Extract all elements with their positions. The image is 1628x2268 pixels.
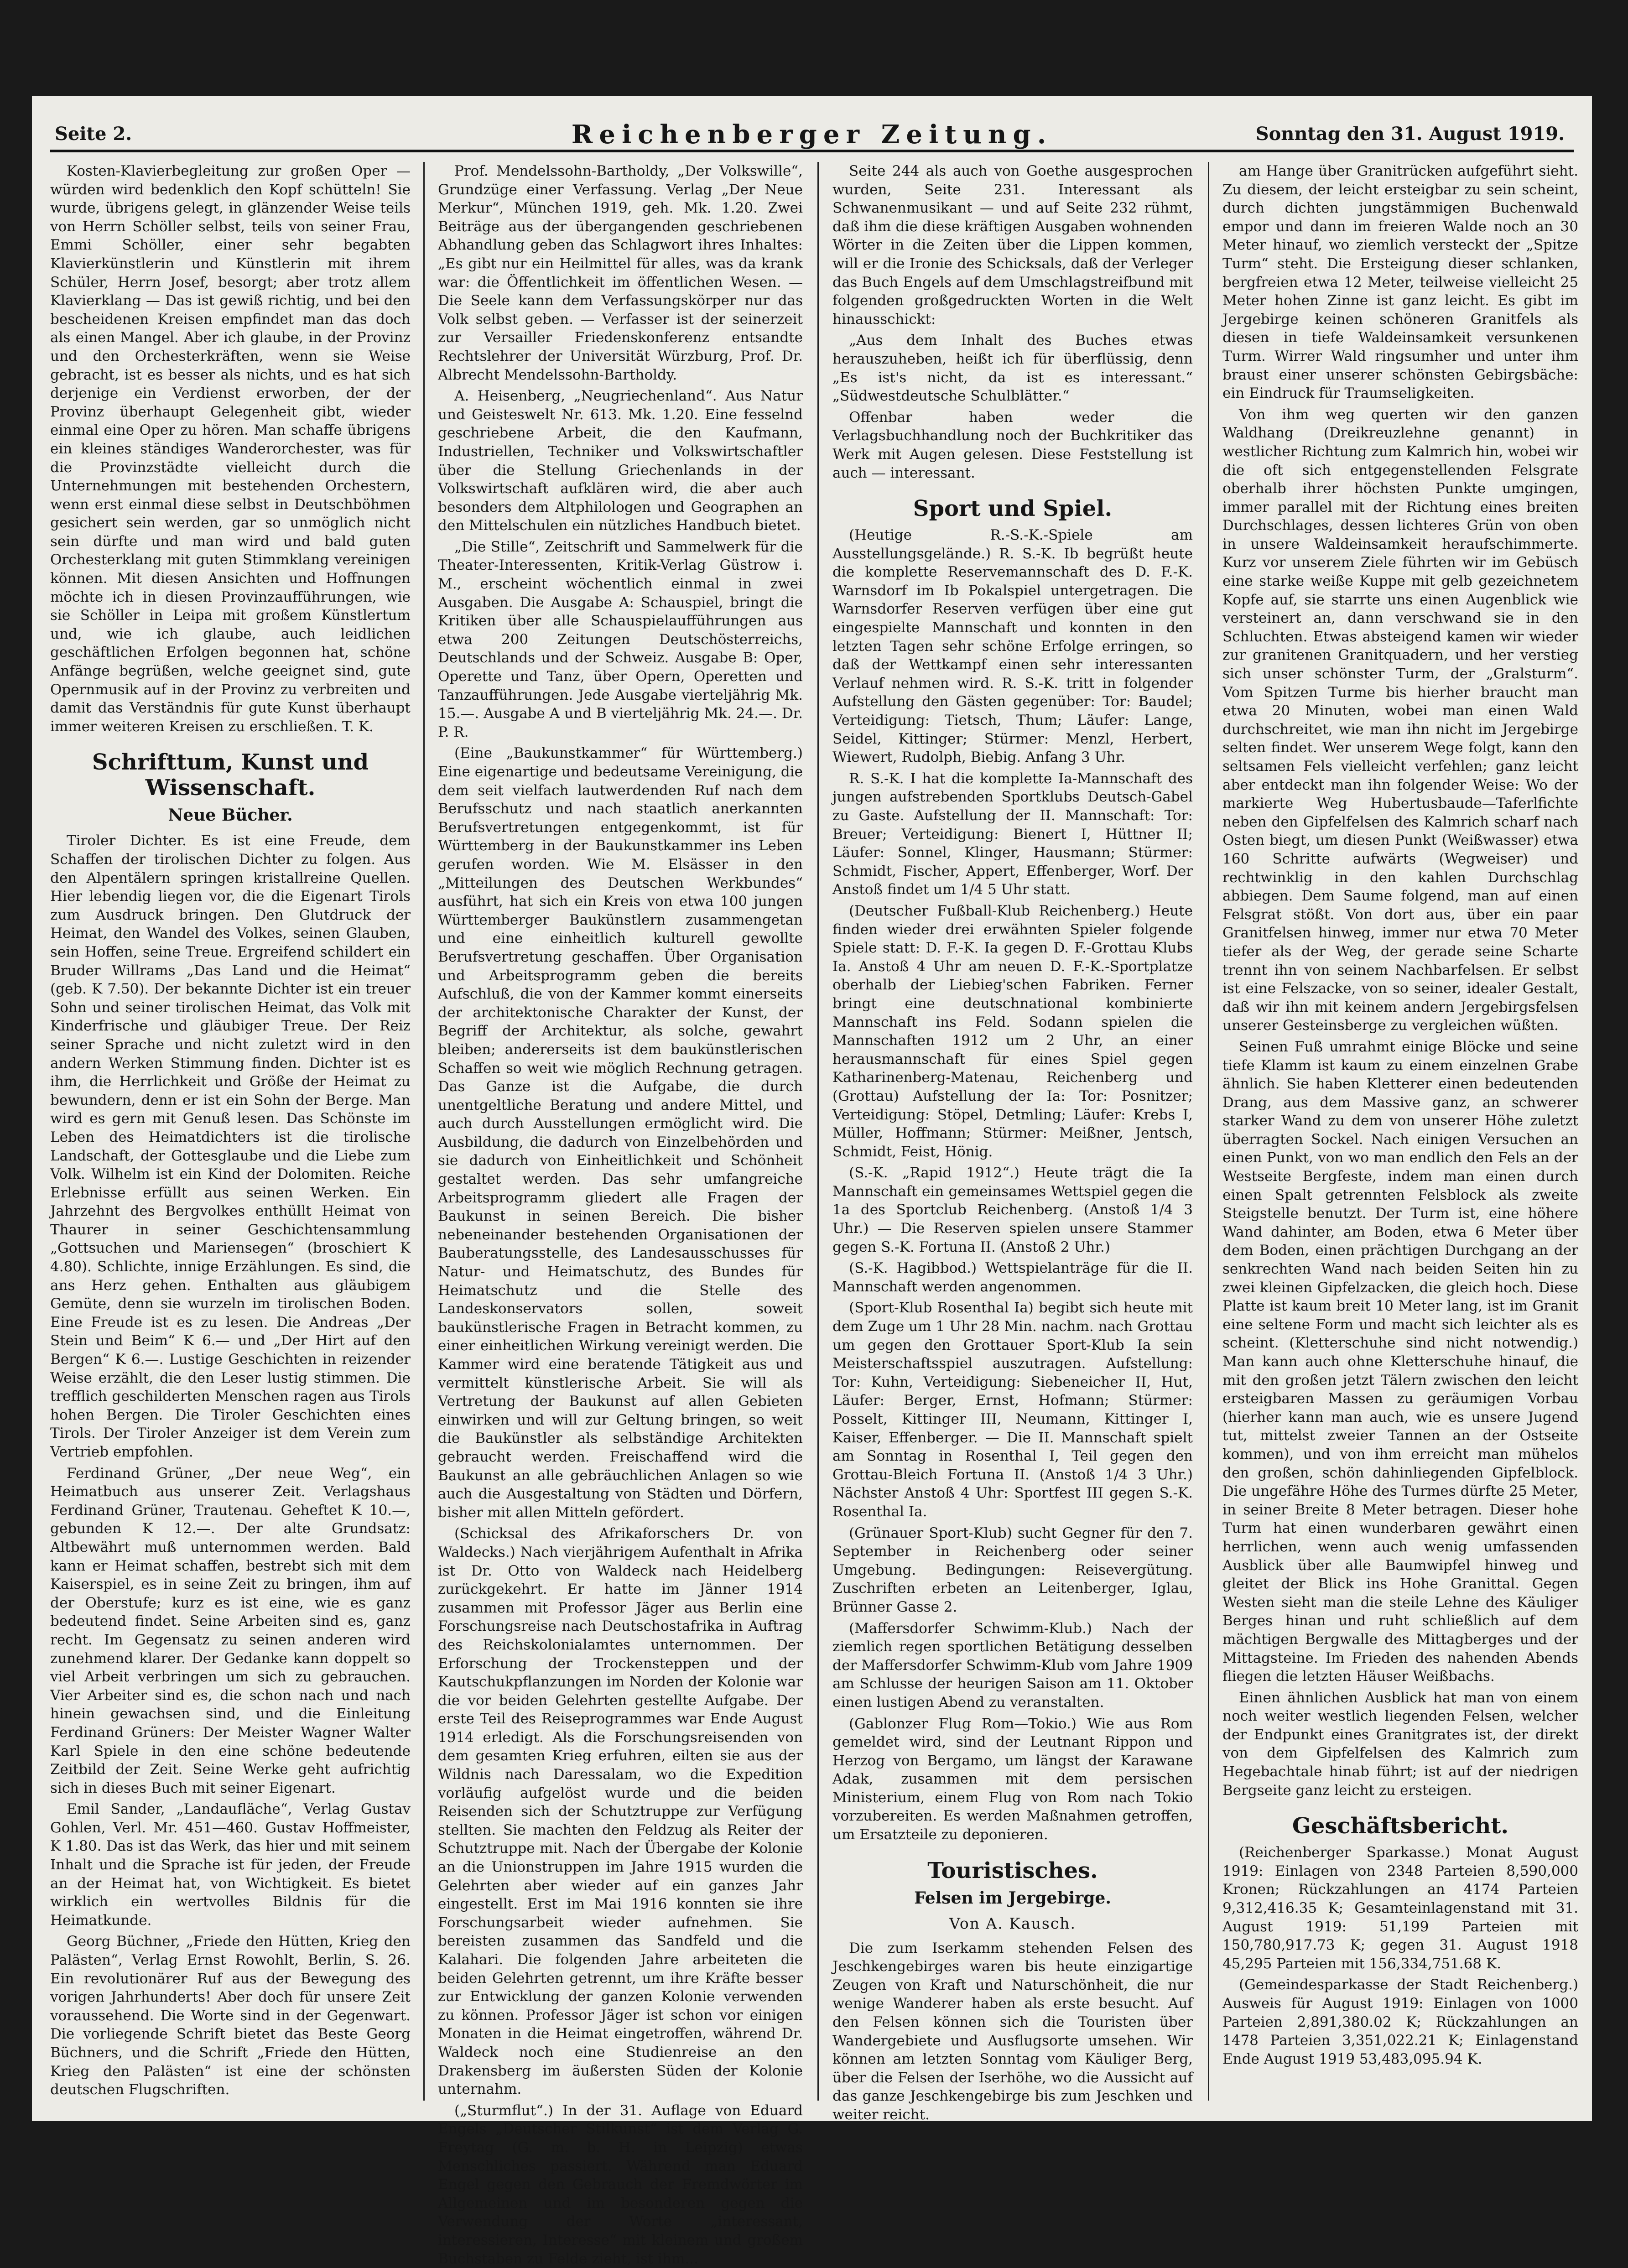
article-sturmflut: („Sturmflut“.) In der 31. Auflage von Eduard Engels „Deutscher Stilkunst“ ist dem Verlag G. Freytag (G. m. b. H. in Leipzig) etwas Menschliches passiert. Während man Eduard Engel gegen den Gebrauch der Fremdwörter im Allgemeinen und im besonderen gegen die Verwendung der Worte „interessant, interessieren, Interesse“ mit kleinem und großem Buchstaben zu Felde zieht, ist ihm... — [438, 2102, 803, 2267]
sport-item-flight: (Gablonzer Flug Rom—Tokio.) Wie aus Rom gemeldet wird, sind der Leutnant Rippon und Herzog von Bergamo, um längst der Karawane Adak, zusammen mit dem persischen Ministerium, einem Flug von Rom nach Tokio vorzubereiten. Es werden Maßnahmen getroffen, um Ersatzteile zu deponieren. — [832, 1715, 1193, 1843]
column-2 — [438, 162, 803, 2267]
section-heading-touristic: Touristisches. — [927, 1857, 1098, 1883]
page-number: Seite 2. — [55, 123, 132, 145]
article-engel-continued: Seite 244 als auch von Goethe ausgesprochen wurden, Seite 231. Interessant als Schwanenmusikant — und auf Seite 232 rühmt, daß ihm die diese kräftigen Ausgaben wohnenden Wörter in die Zeiten über die Lippen kommen, will er die Ironie des Schicksals, daß der Verleger das Buch Engels auf dem Umschlagstreifbund mit folgenden großgedruckten Worten in die Welt hinausschickt: — [832, 163, 1193, 328]
column-divider — [817, 162, 819, 2101]
book-review-heisenberg: A. Heisenberg, „Neugriechenland“. Aus Natur und Geisteswelt Nr. 613. Mk. 1.20. Eine fesselnd geschriebene Arbeit, die den Kaufmann, Industriellen, Techniker und Volkswirtschaftler über die Stellung Griechenlands in der Volkswirtschaft aufklären wird, die aber auch besonders dem Altphilologen und Geographen an den Mittelschulen ein nützliches Handbuch bietet. — [438, 388, 803, 534]
subheading-new-books: Neue Bücher. — [168, 806, 293, 825]
header-rule — [50, 150, 1574, 152]
sport-item-rapid: (S.-K. „Rapid 1912“.) Heute trägt die Ia Mannschaft ein gemeinsames Wettspiel gegen die 1a des Sportclub Reichenberg. (Anstoß 1/4 3 Uhr.) — Die Reserven spielen unsere Stammer gegen S.-K. Fortuna II. (Anstoß 2 Uhr.) — [832, 1165, 1193, 1255]
article-opera-review: Kosten-Klavierbegleitung zur großen Oper — würden wird bedenklich den Kopf schütteln! Sie wurde, übrigens gelegt, in glänzender Weise teils von Herrn Schöller selbst, teils von seiner Frau, Emmi Schöller, einer sehr begabten Klavierkünstlerin und Künstlerin mit ihrem Schüler, Herrn Josef, besorgt; aber trotz allem Klavierklang — Das ist gewiß richtig, und bei den bescheidenen Kreisen empfindet man das doch als einen Mangel. Aber ich glaube, in der Provinz und den Orchesterkräften, wenn sie Weise gebracht, ist es besser als nichts, und es hat sich derjenige ein Verdienst erworben, der der Provinz überhaupt Gelegenheit gibt, wieder einmal eine Oper zu hören. Man schaffe übrigens ein kleines ständiges Wanderorchester, was für die Provinzstädte vielleicht durch die Unternehmungen mit bestehenden Orchestern, wenn erst einmal diese selbst in Deutschböhmen gesichert sein werden, gar so unmöglich nicht sein dürfte und man wird und bald guten Orchesterklang mit guten Stimmklang vereinigen können. Mit diesen Ansichten und Hoffnungen möchte ich in diesen Provinzaufführungen, wie sie Schöller in Leipa mit großem Künstlertum und, wie ich glaube, auch leidlichen geschäftlichen Erfolgen begonnen hat, schöne Anfänge begrüßen, welche geeignet sind, gute Opernmusik auf in der Provinz zu verbreiten und damit das Verständnis für gute Kunst überhaupt immer weiteren Kreisen zu erschließen. T. K. — [50, 163, 411, 735]
article-rocks-climb: Seinen Fuß umrahmt einige Blöcke und seine tiefe Klamm ist kaum zu einem einzelnen Grabe ähnlich. Sie haben Kletterer einen bedeutenden Drang, aus dem Massive ganz, an schwerer starker Wand zu dem von unserer Höhe zuletzt überragten Sockel. Nach einigen Versuchen an einen Punkt, von wo man endlich den Fels an der Westseite Bergfeste, indem man einen durch einen Spalt getrennten Felsblock als zweite Steigstelle benutzt. Der Turm ist, eine höhere Wand dahinter, am Boden, etwa 6 Meter über dem Boden, einen prächtigen Durchgang an der senkrechten Wand nach beiden Seiten hin zu zwei kleinen Gipfelzacken, die gleich hoch. Diese Platte ist kaum breit 10 Meter lang, ist im Granit eine seltene Form und macht sich leichter als es scheint. (Kletterschuhe sind nicht notwendig.) Man kann auch ohne Kletterschuhe hinauf, die mit den großen jetzt Tälern zwischen den leicht ersteigbaren Massen zu geräumigen Vorbau (hierher kann man auch, wie es unsere Jugend tut, mittelst zweier Tannen an der Ostseite kommen), und von ihm erreicht man mühelos den großen, schön dahinliegenden Gipfelblock. Die ungefähre Höhe des Turmes dürfte 25 Meter, in seiner Breite 8 Meter betragen. Dieser hohe Turm hat einen wunderbaren gewährt einen herrlichen, wenn auch wenig umfassenden Ausblick über alle Baumwipfel hinweg und gleitet der Blick ins Hohe Granittal. Gegen Westen sieht man die steile Lehne des Käuliger Berges hinan und ruht schließlich auf dem mächtigen Bergwalle des Mittagberges und der Mittagsteine. Im Frieden des nahenden Abends fliegen die letzten Häuser Weißbachs. — [1222, 1038, 1578, 1685]
column-3 — [832, 162, 1193, 2123]
book-review-sander: Emil Sander, „Landaufläche“, Verlag Gustav Gohlen, Verl. Mr. 451—460. Gustav Hoffmeister, K 1.80. Das ist das Werk, das hier und mit seinem Inhalt und die Sprache ist für jeden, der Freude an der Heimat hat, von Wichtigkeit. Es bietet wirklich ein wertvolles Bildnis für die Heimatkunde. — [50, 1801, 411, 1929]
article-rocks-start: Die zum Iserkamm stehenden Felsen des Jeschkengebirges waren bis heute einzigartige Zeugen von Kraft und Naturschönheit, die nur wenige Wanderer haben als erste besucht. Auf den Felsen können sich die Touristen über Wandergebiete und Ausflugsorte umsehen. Wir können am letzten Sonntag vom Käuliger Berg, über die Felsen der Iserhöhe, wo die Aussicht auf das ganze Jeschkengebirge bis zum Jeschken und weiter reicht. — [832, 1940, 1193, 2123]
sport-item-rosenthal: (Sport-Klub Rosenthal Ia) begibt sich heute mit dem Zuge um 1 Uhr 28 Min. nachm. nach Grottau um gegen den Grottauer Sport-Klub Ia sein Meisterschaftsspiel auszutragen. Aufstellung: Tor: Kuhn, Verteidigung: Siebeneicher II, Hut, Läufer: Berger, Ernst, Hofmann; Stürmer: Posselt, Kittinger III, Neumann, Kittinger I, Kaiser, Effenberger. — Die II. Mannschaft spielt am Sonntag in Rosenthal I, Teil gegen den Grottau-Bleich Fortuna II. (Anstoß 1/4 3 Uhr.) Nächster Anstoß 4 Uhr: Sportfest III gegen S.-K. Rosenthal Ia. — [832, 1300, 1193, 1520]
sport-item-maffersdorf: (Maffersdorfer Schwimm-Klub.) Nach der ziemlich regen sportlichen Betätigung desselben der Maffersdorfer Schwimm-Klub vom Jahre 1909 am Schlusse der heurigen Saison am 11. Oktober einen lustigen Abend zu veranstalten. — [832, 1620, 1193, 1711]
section-heading-sport: Sport und Spiel. — [913, 496, 1113, 522]
review-die-stille: „Die Stille“, Zeitschrift und Sammelwerk für die Theater-Interessenten, Kritik-Verlag Güstrow i. M., erscheint wöchentlich einmal in zwei Ausgaben. Die Ausgabe A: Schauspiel, bringt die Kritiken über alle Schauspielaufführungen aus etwa 200 Zeitungen Deutschösterreichs, Deutschlands und der Schweiz. Ausgabe B: Oper, Operette und Tanz, über Opern, Operetten und Tanzaufführungen. Jede Ausgabe vierteljährig Mk. 15.—. Ausgabe A und B vierteljährig Mk. 24.—. Dr. P. R. — [438, 538, 803, 740]
column-divider — [1208, 162, 1209, 2101]
book-review-tyrol: Tiroler Dichter. Es ist eine Freude, dem Schaffen der tirolischen Dichter zu folgen. Aus den Alpentälern springen kristallreine Quellen. Hier lebendig liegen vor, die die Eigenart Tirols zum Ausdruck bringen. Den Glutdruck der Heimat, den Wandel des Volkes, seinen Glauben, sein Hoffen, seine Treue. Ergreifend schildert ein Bruder Willrams „Das Land und die Heimat“ (geb. K 7.50). Der bekannte Dichter ist ein treuer Sohn und seiner tirolischen Heimat, das Volk mit Kinderfrische und gläubiger Treue. Der Reiz seiner Sprache und nicht zuletzt wird in den andern Werken Stimmung finden. Dichter ist es ihm, die Herrlichkeit und Größe der Heimat zu bewundern, denn er ist ein Sohn der Berge. Man wird es gern mit Genuß lesen. Das Schönste im Leben des Heimatdichters ist die tirolische Landschaft, der Gottesglaube und die Liebe zum Volk. Wilhelm ist ein Kind der Dolomiten. Reiche Erlebnisse erfüllt aus seinen Werken. Ein Jahrzehnt des Bergvolkes enthüllt Heimat von Thaurer in seiner Geschichtensammlung „Gottsuchen und Mariensegen“ (broschiert K 4.80). Schlichte, innige Erzählungen. Es sind, die ans Herz gehen. Enthalten aus gläubigem Gemüte, denn sie wurzeln im tirolischen Boden. Eine Freude ist es zu lesen. Die Andreas „Der Stein und Beim“ K 6.— und „Der Hirt auf den Bergen“ K 6.—. Lustige Geschichten in reizender Weise erzählt, die den Leser lustig stimmen. Die trefflich geschilderten Menschen ragen aus Tirols hohen Bergen. Die Tiroler Geschichten eines Tirols. Der Tiroler Anzeiger ist dem Verein zum Vertrieb empfohlen. — [50, 832, 411, 1460]
column-1 — [50, 162, 411, 2101]
sport-item-gruenau: (Grünauer Sport-Klub) sucht Gegner für den 7. September in Reichenberg oder seiner Umgebung. Bedingungen: Reisevergütung. Zuschriften erbeten an Leitenberger, Iglau, Brünner Gasse 2. — [832, 1524, 1193, 1615]
issue-date: Sonntag den 31. August 1919. — [1255, 123, 1565, 145]
business-item-sparkasse: (Reichenberger Sparkasse.) Monat August 1919: Einlagen von 2348 Parteien 8,590,000 Kronen; Rückzahlungen an 4174 Parteien 9,312,416.35 K; Gesamteinlagenstand mit 31. August 1919: 51,199 Parteien mit 150,780,917.73 K; gegen 31. August 1918 45,295 Parteien mit 156,334,751.68 K. — [1222, 1844, 1578, 1972]
newspaper-page — [32, 96, 1592, 2267]
article-africa-explorer: (Schicksal des Afrikaforschers Dr. von Waldecks.) Nach vierjährigem Aufenthalt in Afrika ist Dr. Otto von Waldeck nach Heidelberg zurückgekehrt. Er hatte im Jänner 1914 zusammen mit Professor Jäger aus Berlin eine Forschungsreise nach Deutschostafrika in Auftrag des Reichskolonialamtes unternommen. Der Erforschung der Trockensteppen und der Kautschukpflanzungen im Norden der Kolonie war die vor beiden Gelehrten gestellte Aufgabe. Der erste Teil des Reiseprogrammes war Ende August 1914 erledigt. Als die Forschungsreisenden von dem gesamten Krieg erfuhren, eilten sie aus der Wildnis nach Daressalam, wo die Expedition vorläufig aufgelöst wurde und die beiden Reisenden sich der Schutztruppe zur Verfügung stellten. Sie machten den Feldzug als Reiter der Schutztruppe mit. Nach der Übergabe der Kolonie an die Unionstruppen im Jahre 1915 wurden die Gelehrten aber wieder auf ein ganzes Jahr eingestellt. Erst im Mai 1916 konnten sie ihre Forschungsarbeit wieder aufnehmen. Sie bereisten zusammen das Sandfeld und die Kalahari. Die folgenden Jahre arbeiteten die beiden Gelehrten getrennt, um ihre Kräfte besser zur Entwicklung der ganzen Kolonie verwenden zu können. Professor Jäger ist schon vor einigen Monaten in die Heimat eingetroffen, während Dr. Waldeck noch eine Studienreise an den Drakensberg im äußersten Süden der Kolonie unternahm. — [438, 1525, 803, 2098]
sport-item-rsk-2: R. S.-K. I hat die komplette Ia-Mannschaft des jungen aufstrebenden Sportklubs Deutsch-Gabel zu Gaste. Aufstellung der II. Mannschaft: Tor: Breuer; Verteidigung: Bienert I, Hüttner II; Läufer: Sonnel, Klinger, Hausmann; Stürmer: Schmidt, Fischer, Appert, Effenberger, Worf. Der Anstoß findet um 1/4 5 Uhr statt. — [832, 770, 1193, 898]
article-engel-end: Offenbar haben weder die Verlagsbuchhandlung noch der Buchkritiker das Werk mit Augen gelesen. Diese Feststellung ist auch — interessant. — [832, 409, 1193, 481]
book-review-gruener: Ferdinand Grüner, „Der neue Weg“, ein Heimatbuch aus unserer Zeit. Verlagshaus Ferdinand Grüner, Trautenau. Geheftet K 10.—, gebunden K 12.—. Der alte Grundsatz: Altbewährt muß unternommen werden. Bald kann er Heimat schaffen, bestrebt sich mit dem Kaiserspiel, es in seine Zeit zu bringen, ihm auf der Oberstufe; kurz es ist eine, wie es ganz bedeutend findet. Seine Arbeiten sind es, ganz recht. Im Gegensatz zu seinen anderen wird zunehmend klarer. Der Gedanke kann doppelt so viel Arbeit verbringen um sich zu gebrauchen. Vier Arbeiter sind es, die schon nach und nach hinein gewachsen sind, und die Einleitung Ferdinand Grüners: Der Meister Wagner Walter Karl Spiele in den eine schöne bedeutende Zeitbild der Zeit. Seine Werke geht aufrichtig sich in dieses Buch mit seiner Eigenart. — [50, 1465, 411, 1796]
sport-item-hagibbod: (S.-K. Hagibbod.) Wettspielanträge für die II. Mannschaft werden angenommen. — [832, 1260, 1193, 1295]
quote-block: „Aus dem Inhalt des Buches etwas herauszuheben, heißt ich für überflüssig, denn „Es ist's nicht, da ist es interessant.“ „Südwestdeutsche Schulblätter.“ — [832, 332, 1193, 405]
book-review-mendelssohn: Prof. Mendelssohn-Bartholdy, „Der Volkswille“, Grundzüge einer Verfassung. Verlag „Der Neue Merkur“, München 1919, geh. Mk. 1.20. Zwei Beiträge aus der übergangenden geschriebenen Abhandlung geben das Schlagwort ihres Inhaltes: „Es gibt nur ein Heilmittel für alles, was da krank war: die Öffentlichkeit im öffentlichen Wesen. — Die Seele kann dem Verfassungskörper nur das Volk selbst geben. — Verfasser ist der seinerzeit zur Versailler Friedenskonferenz entsandte Rechtslehrer der Universität Würzburg, Prof. Dr. Albrecht Mendelssohn-Bartholdy. — [438, 163, 803, 383]
book-review-buechner: Georg Büchner, „Friede den Hütten, Krieg den Palästen“, Verlag Ernst Rowohlt, Berlin, S. 26. Ein revolutionärer Ruf aus der Bewegung des vorigen Jahrhunderts! Aber doch für unsere Zeit voraussehend. Die Worte sind in der Gegenwart. Die vorliegende Schrift bietet das Beste Georg Büchners, und die Schrift „Friede den Hütten, Krieg den Palästen“ ist eine der schönsten deutschen Flugschriften. — [50, 1933, 411, 2098]
article-baukunstkammer: (Eine „Baukunstkammer“ für Württemberg.) Eine eigenartige und bedeutsame Vereinigung, die dem seit vielfach lautwerdenden Ruf nach dem Berufsschutz und nach staatlich anerkannten Berufsvertretungen entgegenkommt, ist für Württemberg in der Baukunstkammer ins Leben gerufen worden. Wie M. Elsässer in den „Mitteilungen des Deutschen Werkbundes“ ausführt, hat sich ein Kreis von etwa 100 jungen Württemberger Baukünstlern zusammengetan und eine einheitlich kulturell gewollte Berufsvertretung geschaffen. Über Organisation und Arbeitsprogramm geben die bereits Aufschluß, die von der Kammer kommt einerseits der architektonische Charakter der Kunst, der Begriff der Architektur, als solche, gewahrt bleiben; andererseits ist dem baukünstlerischen Schaffen so weit wie möglich Rechnung getragen. Das Ganze ist die Aufgabe, die durch unentgeltliche Beratung und andere Mittel, und auch durch Ausstellungen ermöglicht wird. Die Ausbildung, die dadurch von Einzelbehörden und sie dadurch von Einheitlichkeit und Schönheit gestaltet werden. Das sehr umfangreiche Arbeitsprogramm gliedert alle Fragen der Baukunst in seinen Bereich. Die bisher nebeneinander bestehenden Organisationen der Bauberatungsstelle, des Landesausschusses für Natur- und Heimatschutz, des Bundes für Heimatschutz und die Stelle des Landeskonservators sollen, soweit baukünstlerische Fragen in Betracht kommen, zu einer einheitlichen Wirkung vereinigt werden. Die Kammer wird eine beratende Tätigkeit aus und vermittelt künstlerische Arbeit. Sie will als Vertretung der Baukunst auf allen Gebieten einwirken und will zur Geltung bringen, so weit die Baukünstler als selbständige Architekten gebraucht werden. Freischaffend wird die Baukunst an alle gebräuchlichen Anlagen so wie auch die Ausgestaltung von Städten und Dörfern, bisher mit allen Mitteln gefördert. — [438, 745, 803, 1521]
subheading-rocks: Felsen im Jergebirge. — [914, 1888, 1111, 1908]
column-4 — [1222, 162, 1578, 2101]
masthead — [32, 114, 1592, 155]
article-rocks-end: Einen ähnlichen Ausblick hat man von einem noch weiter westlich liegenden Felsen, welcher der Endpunkt eines Granitgrates ist, der direkt von dem Gipfelfelsen des Kalmrich zum Hegebachtale hinab führt; ist auf der niedrigen Bergseite ganz leicht zu ersteigen. — [1222, 1689, 1578, 1799]
article-rocks-continued: am Hange über Granitrücken aufgeführt sieht. Zu diesem, der leicht ersteigbar zu sein scheint, durch dichten jungstämmigen Buchenwald empor und dann im freieren Walde noch an 30 Meter hinauf, wo ziemlich versteckt der „Spitze Turm“ steht. Die Ersteigung dieser schlanken, bergfreien etwa 12 Meter, teilweise vielleicht 25 Meter hohen Zinne ist ganz leicht. Es gibt im Jergebirge keinen schöneren Granitfels als diesen in tiefe Waldeinsamkeit versunkenen Turm. Wirrer Wald ringsumher und unter ihm braust einer unserer schönsten Gebirgsbäche: ein Eindruck für Traumseligkeiten. — [1222, 163, 1578, 402]
newspaper-title: Reichenberger Zeitung. — [571, 120, 1053, 150]
section-heading-literature: Schrifttum, Kunst und Wissenschaft. — [92, 749, 369, 801]
column-divider — [423, 162, 425, 2101]
section-heading-business: Geschäftsbericht. — [1292, 1813, 1509, 1839]
sport-item-dfk: (Deutscher Fußball-Klub Reichenberg.) Heute finden wieder drei erwähnten Spieler folgende Spiele statt: D. F.-K. Ia gegen D. F.-Grottau Klubs Ia. Anstoß 4 Uhr am neuen D. F.-K.-Sportplatze oberhalb der Liebieg'schen Fabriken. Ferner bringt eine deutschnational kombinierte Mannschaft ins Feld. Sodann spielen die Mannschaften 1912 um 2 Uhr, an einer herausmannschaft für eines Spiel gegen Katharinenberg-Matenau, Reichenberg und (Grottau) Aufstellung der Ia: Tor: Posnitzer; Verteidigung: Stöpel, Detmling; Läufer: Krebs I, Müller, Hoffmann; Stürmer: Meißner, Jentsch, Schmidt, Feist, Hönig. — [832, 902, 1193, 1160]
byline: Von A. Kausch. — [949, 1914, 1076, 1932]
article-rocks-kalmrich: Von ihm weg querten wir den ganzen Waldhang (Dreikreuzlehne genannt) in westlicher Richtung zum Kalmrich hin, wobei wir die oft sich entgegenstellenden Felsgrate oberhalb ihrer höchsten Punkte umgingen, immer parallel mit der Richtung eines breiten Durchschlages, dessen lichteres Grün von oben in unsere Waldeinsamkeit heraufschimmerte. Kurz vor unserem Ziele führten wir im Gebüsch eine starke weiße Kuppe mit gelb gezeichnetem Kopfe auf, sie starrte uns einen Augenblick wie versteinert an, dann verschwand sie in den Schluchten. Etwas absteigend kamen wir wieder zur granitenen Granitquadern, und her verstieg sich unser schönster Turm, der „Gralsturm“. Vom Spitzen Turme bis hierher braucht man etwa 20 Minuten, wobei man einen Wald durchschreitet, wie man ihn nicht im Jergebirge selten findet. Wer unserem Wege folgt, kann den seltsamen Fels vielleicht verfehlen; ganz leicht aber entdeckt man ihn folgender Weise: Wo der markierte Weg Hubertusbaude—Taferlfichte neben den Gipfelfelsen des Kalmrich scharf nach Osten biegt, um diesen Punkt (Weißwasser) etwa 160 Schritte aufwärts (Wegweiser) und rechtwinklig in den kahlen Durchschlag abbiegen. Dem Saume folgend, man auf einen Felsgrat stößt. Von dort aus, über ein paar Granitfelsen hinweg, immer nur etwa 70 Meter tiefer als der Weg, der gerade seine Scharte trennt ihn von seinem Nachbarfelsen. Er selbst ist eine Felszacke, von so seiner, idealer Gestalt, daß wir ihn mit keinem andern Jergebirgsfelsen unserer Gesteinsberge zu vergleichen wüßten. — [1222, 406, 1578, 1034]
business-item-gemeindesparkasse: (Gemeindesparkasse der Stadt Reichenberg.) Ausweis für August 1919: Einlagen von 1000 Parteien 2,891,380.02 K; Rückzahlungen an 1478 Parteien 3,351,022.21 K; Einlagenstand Ende August 1919 53,483,095.94 K. — [1222, 1977, 1578, 2067]
sport-item-rsk: (Heutige R.-S.-K.-Spiele am Ausstellungsgelände.) R. S.-K. Ib begrüßt heute die komplette Reservemannschaft des D. F.-K. Warnsdorf im Ib Pokalspiel untergetragen. Die Warnsdorfer Reserven verfügen über eine gut eingespielte Mannschaft und konnten in den letzten Tagen sehr schöne Erfolge erringen, so daß der Wettkampf einen sehr interessanten Verlauf nehmen wird. R. S.-K. tritt in folgender Aufstellung den Gästen gegenüber: Tor: Baudel; Verteidigung: Tietsch, Thum; Läufer: Lange, Seidel, Kittinger; Stürmer: Menzl, Herbert, Wiewert, Rudolph, Biebig. Anfang 3 Uhr. — [832, 527, 1193, 766]
